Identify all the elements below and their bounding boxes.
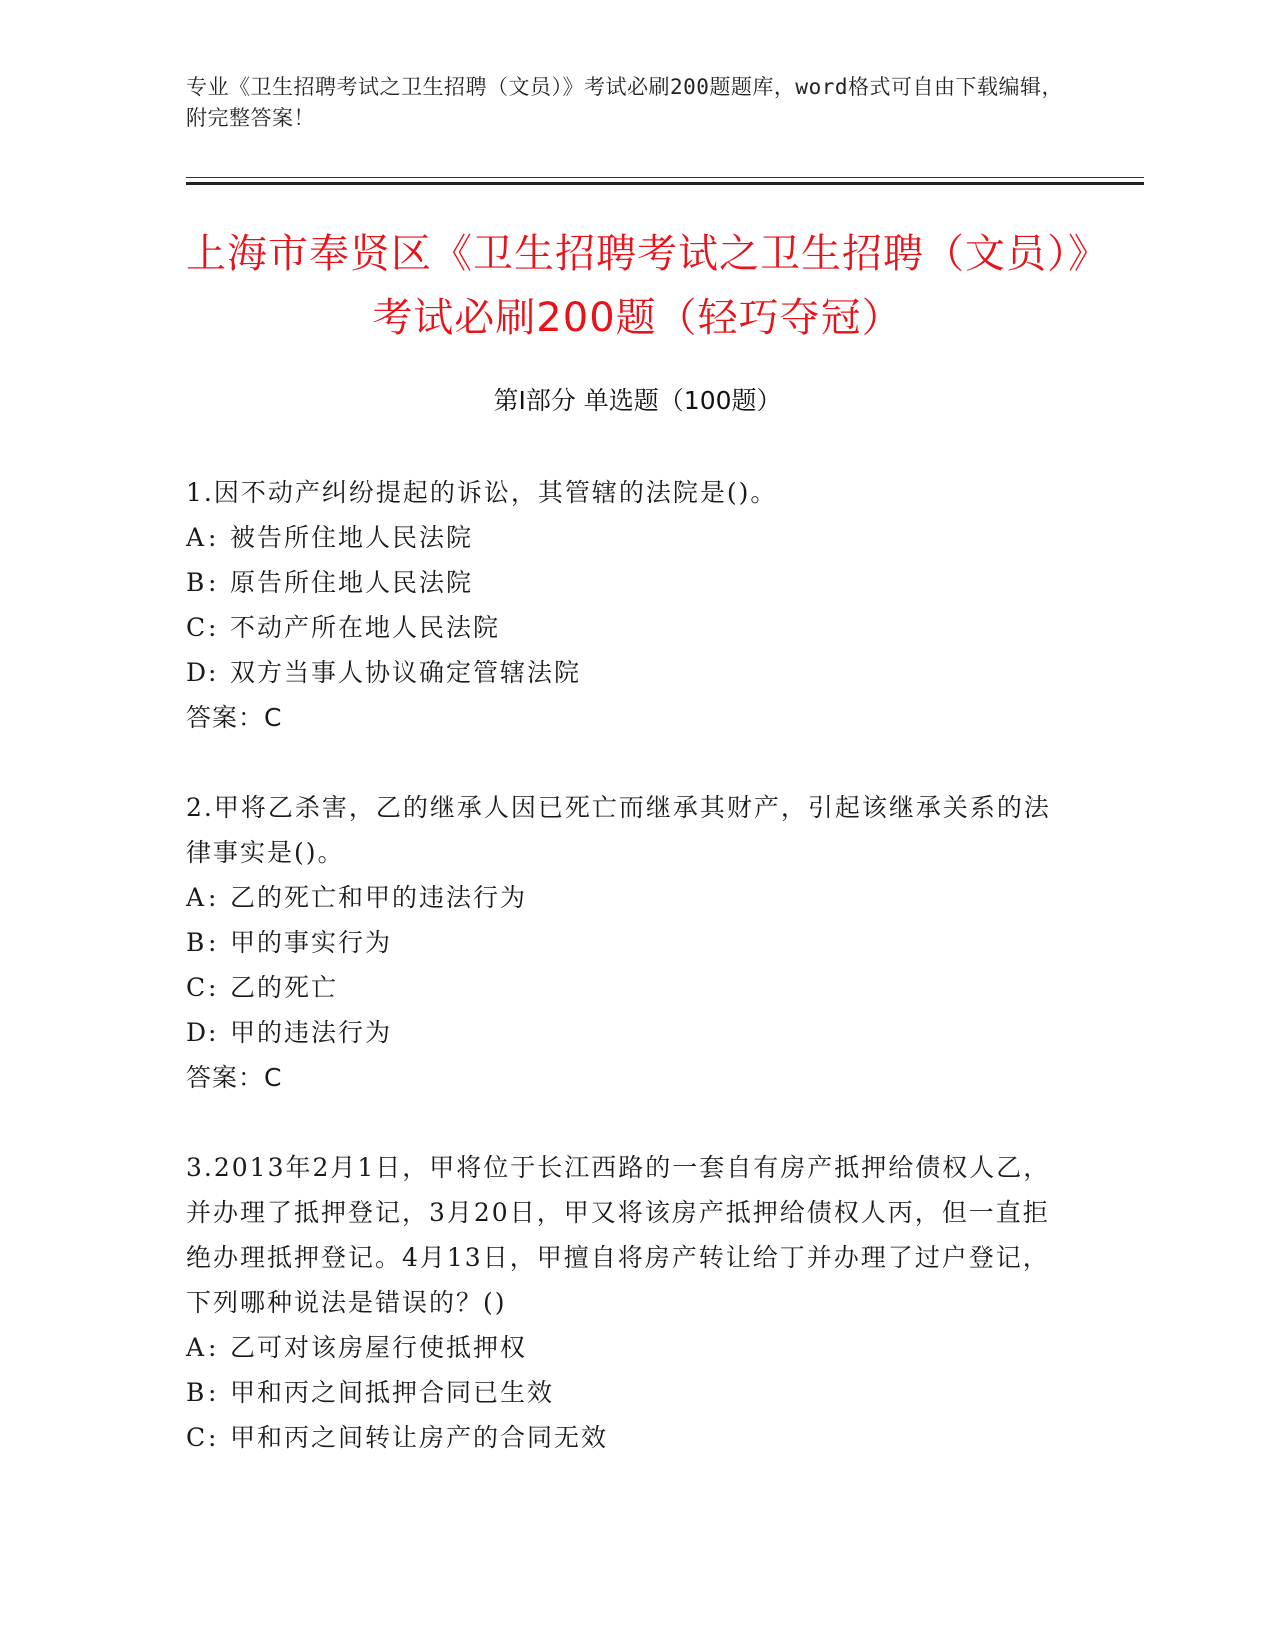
option-separator: :: [208, 1423, 219, 1452]
option-separator: :: [208, 613, 219, 642]
option-c: [186, 965, 1066, 1010]
question-3: [186, 1145, 1066, 1460]
option-letter: D: [186, 1018, 209, 1047]
header-divider-thin: [186, 177, 1144, 178]
option-text: 被告所住地人民法院: [230, 523, 474, 552]
option-text: 原告所住地人民法院: [230, 568, 474, 597]
option-text: 甲的违法行为: [230, 1018, 393, 1047]
option-c: [186, 605, 1066, 650]
option-separator: :: [208, 883, 219, 912]
answer-line: 答案：C: [186, 703, 283, 732]
question-stem: 2.甲将乙杀害，乙的继承人因已死亡而继承其财产，引起该继承关系的法律事实是()。: [186, 793, 1051, 867]
option-text: 乙的死亡: [230, 973, 339, 1002]
option-letter: C: [186, 613, 208, 642]
option-letter: A: [186, 883, 207, 912]
option-text: 不动产所在地人民法院: [230, 613, 501, 642]
section-heading: 第I部分 单选题（100题）: [493, 386, 782, 415]
option-separator: :: [208, 928, 219, 957]
option-a: [186, 1325, 1066, 1370]
option-text: 甲和丙之间抵押合同已生效: [230, 1378, 555, 1407]
option-c: [186, 1415, 1066, 1460]
option-b: [186, 920, 1066, 965]
option-text: 甲的事实行为: [230, 928, 393, 957]
option-separator: :: [208, 658, 219, 687]
option-letter: B: [186, 928, 207, 957]
option-d: [186, 1010, 1066, 1055]
answer-line: 答案：C: [186, 1063, 283, 1092]
option-letter: D: [186, 658, 209, 687]
option-separator: :: [208, 523, 219, 552]
header-note: 专业《卫生招聘考试之卫生招聘（文员）》考试必刷200题题库，word格式可自由下载编辑，附完整答案！: [186, 75, 1063, 130]
option-b: [186, 1370, 1066, 1415]
question-list: [186, 470, 1066, 1505]
option-separator: :: [208, 1378, 219, 1407]
question-2: [186, 785, 1066, 1100]
option-text: 乙可对该房屋行使抵押权: [230, 1333, 528, 1362]
option-d: [186, 650, 1066, 695]
option-letter: A: [186, 1333, 207, 1362]
document-title: 上海市奉贤区《卫生招聘考试之卫生招聘（文员）》考试必刷200题（轻巧夺冠）: [186, 231, 1089, 341]
option-b: [186, 560, 1066, 605]
option-letter: C: [186, 973, 208, 1002]
option-separator: :: [208, 1018, 219, 1047]
option-text: 乙的死亡和甲的违法行为: [230, 883, 528, 912]
question-1: [186, 470, 1066, 740]
option-a: [186, 875, 1066, 920]
option-text: 甲和丙之间转让房产的合同无效: [230, 1423, 609, 1452]
question-stem: 1.因不动产纠纷提起的诉讼，其管辖的法院是()。: [186, 478, 778, 507]
option-separator: :: [208, 1333, 219, 1362]
option-letter: B: [186, 1378, 207, 1407]
option-separator: :: [208, 568, 219, 597]
option-letter: A: [186, 523, 207, 552]
option-letter: B: [186, 568, 207, 597]
option-text: 双方当事人协议确定管辖法院: [230, 658, 582, 687]
option-a: [186, 515, 1066, 560]
header-divider-thick: [186, 182, 1144, 185]
option-letter: C: [186, 1423, 208, 1452]
option-separator: :: [208, 973, 219, 1002]
question-stem: 3.2013年2月1日，甲将位于长江西路的一套自有房产抵押给债权人乙，并办理了抵押登记，3月20日，甲又将该房产抵押给债权人丙，但一直拒绝办理抵押登记。4月13日，甲擅自将房产转让给丁并办理了过户登记，下列哪种说法是错误的？(): [186, 1153, 1051, 1317]
